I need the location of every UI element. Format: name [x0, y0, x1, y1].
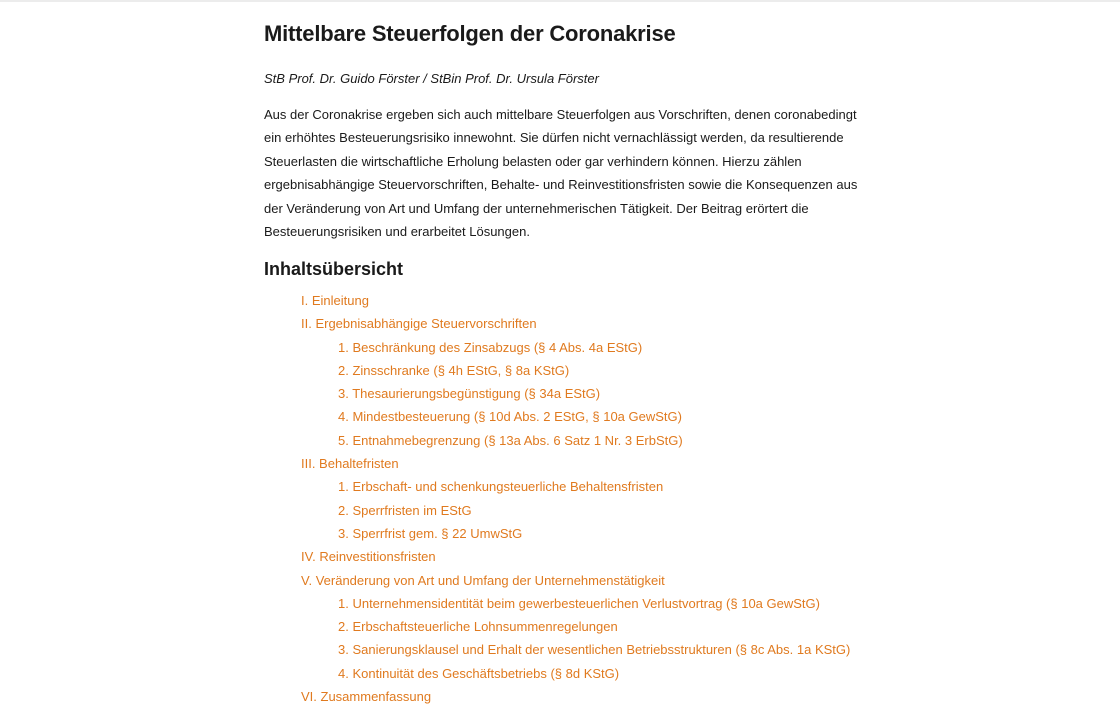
toc-item — [264, 452, 864, 475]
toc-link[interactable]: 4. Mindestbesteuerung (§ 10d Abs. 2 EStG, § 10a GewStG) — [338, 409, 682, 425]
toc-item — [264, 662, 864, 685]
toc-item — [264, 312, 864, 335]
toc-item — [264, 638, 864, 661]
toc-heading: Inhaltsübersicht — [264, 259, 404, 279]
toc-item — [264, 429, 864, 452]
table-of-contents — [264, 289, 864, 708]
toc-link[interactable]: 2. Zinsschranke (§ 4h EStG, § 8a KStG) — [338, 362, 570, 378]
toc-item — [264, 569, 864, 592]
toc-item — [264, 592, 864, 615]
toc-item — [264, 499, 864, 522]
toc-item — [264, 615, 864, 638]
toc-link[interactable]: 2. Sperrfristen im EStG — [338, 502, 472, 518]
toc-item — [264, 336, 864, 359]
toc-link[interactable]: I. Einleitung — [301, 293, 369, 308]
toc-item — [264, 359, 864, 382]
toc-link[interactable]: IV. Reinvestitionsfristen — [301, 549, 436, 565]
toc-item — [264, 382, 864, 405]
toc-link[interactable]: 1. Erbschaft- und schenkungsteuerliche Behaltensfristen — [338, 479, 664, 495]
toc-link[interactable]: 2. Erbschaftsteuerliche Lohnsummenregelungen — [338, 619, 618, 635]
toc-link[interactable]: VI. Zusammenfassung — [301, 689, 432, 705]
article-abstract: Aus der Coronakrise ergeben sich auch mittelbare Steuerfolgen aus Vorschriften, denen coronabedingt ein erhöhtes Besteuerungsrisiko innewohnt. Sie dürfen nicht vernachlässigt werden, da resultierende Steuerlasten die wirtschaftliche Erholung belasten oder gar verhindern können. Hierzu zählen ergebnisabhängige Steuervorschriften, Behalte- und Reinvestitionsfristen sowie die Konsequenzen aus der Veränderung von Art und Umfang der unternehmerischen Tätigkeit. Der Beitrag erörtert die Besteuerungsrisiken und erarbeitet Lösungen. — [264, 107, 858, 240]
toc-link[interactable]: II. Ergebnisabhängige Steuervorschriften — [301, 316, 537, 332]
toc-link[interactable]: 3. Thesaurierungsbegünstigung (§ 34a EStG) — [338, 386, 601, 402]
toc-link[interactable]: 1. Unternehmensidentität beim gewerbesteuerlichen Verlustvortrag (§ 10a GewStG) — [338, 595, 820, 611]
toc-item — [264, 475, 864, 498]
toc-link[interactable]: 4. Kontinuität des Geschäftsbetriebs (§ 8d KStG) — [338, 665, 620, 681]
toc-item — [264, 685, 864, 708]
toc-item — [264, 405, 864, 428]
article-authors: StB Prof. Dr. Guido Förster / StBin Prof. Dr. Ursula Förster — [264, 71, 599, 86]
toc-item — [264, 289, 864, 312]
toc-link[interactable]: 3. Sperrfrist gem. § 22 UmwStG — [338, 525, 523, 541]
toc-item — [264, 545, 864, 568]
toc-link[interactable]: V. Veränderung von Art und Umfang der Unternehmenstätigkeit — [301, 572, 665, 588]
article-title: Mittelbare Steuerfolgen der Coronakrise — [264, 21, 676, 46]
toc-link[interactable]: 3. Sanierungsklausel und Erhalt der wesentlichen Betriebsstrukturen (§ 8c Abs. 1a KStG) — [338, 642, 851, 658]
toc-link[interactable]: 1. Beschränkung des Zinsabzugs (§ 4 Abs. 4a EStG) — [338, 339, 643, 355]
toc-link[interactable]: 5. Entnahmebegrenzung (§ 13a Abs. 6 Satz 1 Nr. 3 ErbStG) — [338, 432, 683, 448]
top-divider — [0, 0, 1120, 2]
toc-link[interactable]: III. Behaltefristen — [301, 456, 399, 472]
toc-item — [264, 522, 864, 545]
